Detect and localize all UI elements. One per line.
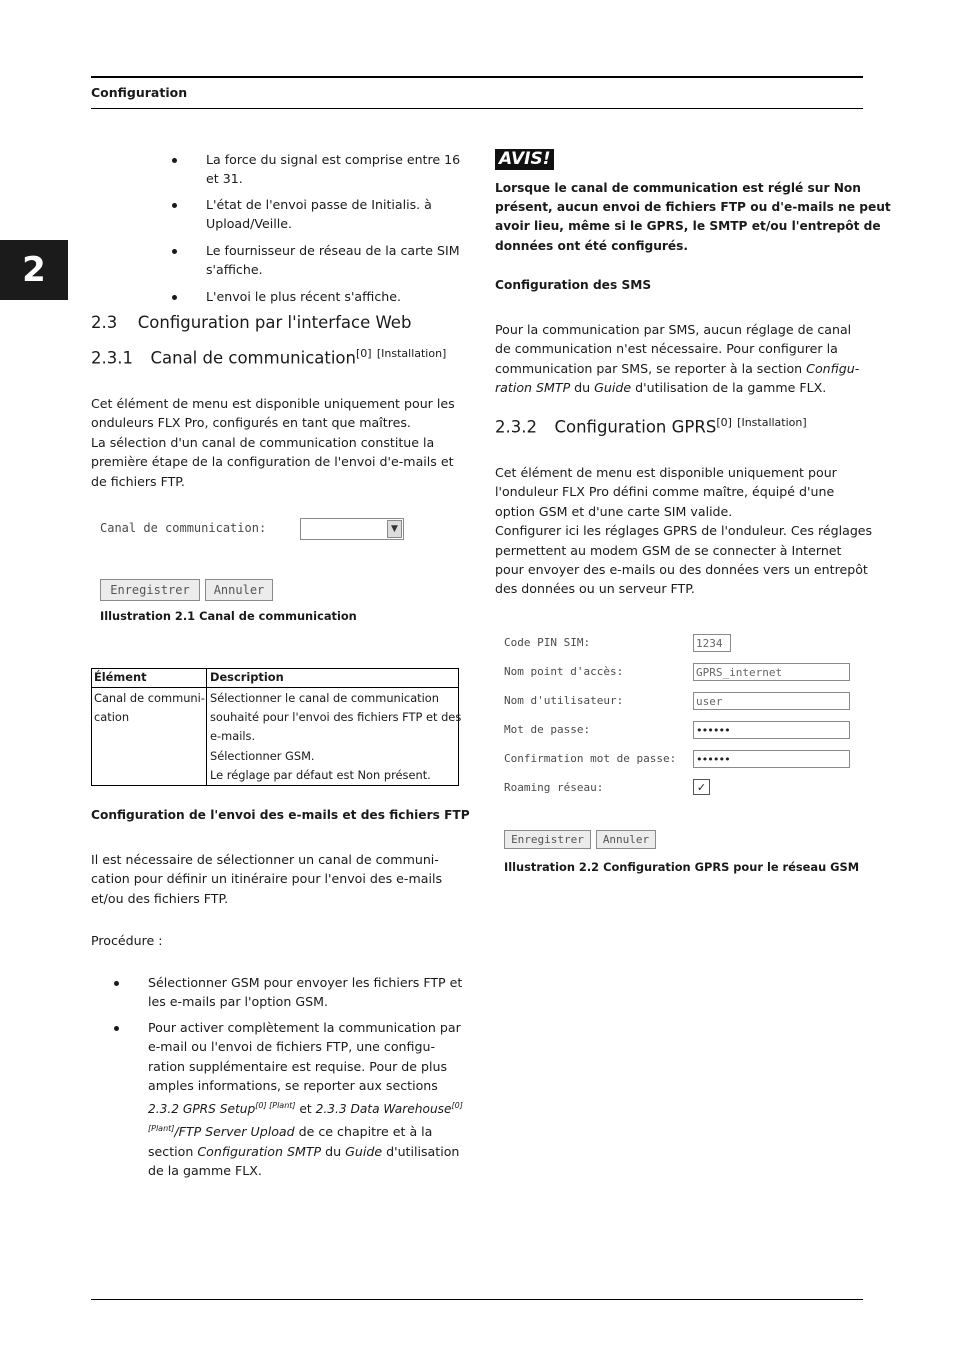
ref-sup: [0]: [255, 1100, 267, 1110]
ref-data-warehouse: 2.3.3 Data Warehouse: [315, 1101, 452, 1116]
running-header-title: Configuration: [91, 85, 188, 100]
roaming-label: Roaming réseau:: [504, 781, 604, 794]
text-line: Cet élément de menu est disponible uniquement pour: [495, 465, 837, 480]
text-line: Sélectionner GSM pour envoyer les fichiers FTP et: [148, 975, 463, 990]
header-divider: [92, 687, 458, 688]
text-line: [148, 1142, 472, 1161]
section-tag: [Installation]: [376, 347, 447, 360]
procedure-list: [112, 973, 472, 1181]
bullet-icon: [114, 1026, 119, 1031]
section-sup: [0]: [356, 347, 372, 360]
save-button[interactable]: Enregistrer: [504, 830, 591, 849]
section-heading-2-3: [91, 313, 411, 332]
chevron-down-icon[interactable]: ▼: [387, 520, 402, 538]
bullet-icon: [172, 158, 177, 163]
notice-text: [495, 179, 891, 256]
text-line: amples informations, se reporter aux sections: [148, 1078, 438, 1094]
text-line: et/ou des fichiers FTP.: [91, 890, 229, 906]
header-bottom-rule: [91, 108, 863, 109]
cell-line: Canal de communi-: [94, 691, 205, 705]
text-span: du: [570, 380, 595, 396]
password-label: Mot de passe:: [504, 723, 591, 736]
parameter-table: [91, 668, 462, 786]
notice-label: AVIS!: [495, 149, 554, 170]
text-line: Pour activer complètement la communication par: [148, 1020, 461, 1035]
ref-sup: [Plant]: [148, 1124, 175, 1134]
text-span: Guide: [594, 380, 632, 396]
text-line: première étape de la configuration de l'envoi d'e-mails et: [91, 454, 454, 470]
figure-caption: Illustration 2.1 Canal de communication: [100, 609, 357, 623]
bullet-text: Le fournisseur de réseau de la carte SIM s'affiche.: [206, 243, 460, 278]
bullet-text: La force du signal est comprise entre 16 et 31.: [206, 152, 461, 187]
section-title: Configuration GPRS: [554, 417, 717, 437]
text-line: e-mail ou l'envoi de fichiers FTP, une configu-: [148, 1039, 435, 1055]
ftp-heading: Configuration de l'envoi des e-mails et des fichiers FTP: [91, 808, 470, 822]
list-item: [170, 287, 465, 307]
text-line: permettent au modem GSM de se connecter à Internet: [495, 542, 842, 558]
text-span: d'utilisation de la gamme FLX.: [631, 380, 827, 396]
figure-caption: Illustration 2.2 Configuration GPRS pour le réseau GSM: [504, 860, 860, 874]
text-line: Pour la communication par SMS, aucun réglage de canal: [495, 322, 852, 337]
text-line: Il est nécessaire de sélectionner un canal de communi-: [91, 852, 439, 867]
gprs-paragraph: [495, 463, 873, 599]
text-span: ration SMTP: [495, 380, 571, 396]
chapter-tab: 2: [0, 240, 68, 300]
password-input[interactable]: ••••••: [693, 721, 850, 739]
checkmark-icon: ✓: [696, 780, 707, 794]
text-line: Configurer ici les réglages GPRS de l'onduleur. Ces réglages: [495, 523, 873, 539]
cell-line: souhaité pour l'envoi des fichiers FTP et des: [210, 710, 462, 725]
text-line: de fichiers FTP.: [91, 473, 185, 489]
password-confirm-input[interactable]: ••••••: [693, 750, 850, 768]
text-line: Cet élément de menu est disponible uniquement pour les: [91, 396, 455, 411]
username-input[interactable]: user: [693, 692, 850, 710]
procedure-label: Procédure :: [91, 933, 163, 948]
bullet-icon: [114, 981, 119, 986]
text-line: de communication n'est nécessaire. Pour configurer la: [495, 341, 838, 357]
text-line: ration supplémentaire est requise. Pour de plus: [148, 1058, 448, 1074]
ref-text: d'utilisation: [382, 1143, 460, 1159]
header-top-rule: [91, 76, 863, 78]
list-item: [112, 973, 472, 1018]
section-title: Configuration par l'interface Web: [137, 313, 412, 332]
footer-rule: [91, 1299, 863, 1300]
table-cell: [94, 689, 205, 727]
cell-line: Sélectionner le canal de communication: [210, 691, 439, 705]
text-line: [495, 378, 867, 397]
text-line: présent, aucun envoi de fichiers FTP ou d'e-mails ne peut: [495, 200, 891, 215]
cell-line: Sélectionner GSM.: [210, 748, 315, 763]
cell-line: Le réglage par défaut est Non présent.: [210, 767, 431, 782]
channel-select[interactable]: [300, 518, 404, 540]
username-label: Nom d'utilisateur:: [504, 694, 624, 707]
pin-label: Code PIN SIM:: [504, 636, 591, 649]
text-line: La sélection d'un canal de communication constitue la: [91, 434, 435, 450]
ref-text: section: [148, 1143, 198, 1159]
list-item: [112, 1018, 472, 1181]
section-number: 2.3.2: [495, 417, 537, 437]
section-sup: [0]: [716, 416, 732, 429]
text-line: avoir lieu, même si le GPRS, le SMTP et/ou l'entrepôt de: [495, 219, 881, 234]
sms-paragraph: [495, 320, 867, 398]
bullet-icon: [172, 203, 177, 208]
ref-gprs-setup: 2.3.2 GPRS Setup: [148, 1101, 256, 1116]
status-bullet-list: [170, 150, 465, 307]
ref-smtp: Configuration SMTP: [197, 1143, 322, 1159]
text-line: [495, 359, 867, 378]
ref-conj: et: [295, 1101, 316, 1116]
section-heading-2-3-1: [91, 347, 446, 368]
ref-sup: [Plant]: [269, 1100, 296, 1110]
section-tag: [Installation]: [737, 416, 807, 429]
table-header: Élément: [94, 670, 147, 684]
ref-guide: Guide: [345, 1143, 383, 1159]
cell-line: cation: [94, 710, 130, 725]
cancel-button[interactable]: Annuler: [205, 579, 273, 601]
bullet-icon: [172, 249, 177, 254]
text-line: option GSM et d'une carte SIM valide.: [495, 503, 733, 519]
cell-line: e-mails.: [210, 729, 256, 744]
intro-paragraph: [91, 394, 466, 491]
section-number: 2.3.1: [91, 348, 133, 368]
bullet-text: L'envoi le plus récent s'affiche.: [206, 289, 401, 304]
list-item: [170, 150, 465, 195]
text-span: communication par SMS, se reporter à la section: [495, 360, 807, 376]
cancel-button[interactable]: Annuler: [596, 830, 656, 849]
list-item: [170, 241, 465, 287]
text-line: cation pour définir un itinéraire pour l'envoi des e-mails: [91, 871, 443, 887]
bullet-icon: [172, 295, 177, 300]
ref-text: de ce chapitre et à la: [294, 1124, 433, 1140]
section-number: 2.3: [91, 313, 118, 332]
text-span: Configu-: [806, 360, 860, 376]
text-line: l'onduleur FLX Pro défini comme maître, équipé d'une: [495, 484, 835, 500]
text-line: les e-mails par l'option GSM.: [148, 994, 328, 1010]
table-cell: [210, 689, 461, 785]
ftp-paragraph: [91, 850, 466, 908]
sms-heading: Configuration des SMS: [495, 278, 652, 292]
ref-text: du: [321, 1143, 346, 1159]
ref-ftp-upload: /FTP Server Upload: [174, 1124, 295, 1140]
apn-label: Nom point d'accès:: [504, 665, 624, 678]
roaming-checkbox[interactable]: [693, 779, 710, 795]
pin-input[interactable]: 1234: [693, 634, 731, 652]
text-line: [148, 1096, 472, 1119]
ref-sup: [0]: [451, 1100, 463, 1110]
text-line: de la gamme FLX.: [148, 1163, 262, 1179]
text-line: Lorsque le canal de communication est réglé sur Non: [495, 181, 861, 195]
text-line: données ont été configurés.: [495, 238, 689, 253]
table-header: Description: [210, 670, 284, 684]
section-heading-2-3-2: [495, 416, 807, 437]
password-confirm-label: Confirmation mot de passe:: [504, 752, 677, 765]
apn-input[interactable]: GPRS_internet: [693, 663, 850, 681]
bullet-text: L'état de l'envoi passe de Initialis. à Upload/Veille.: [206, 197, 432, 232]
list-item: [170, 195, 465, 241]
save-button[interactable]: Enregistrer: [100, 579, 200, 601]
channel-label: Canal de communication:: [100, 521, 267, 535]
text-line: des données ou un serveur FTP.: [495, 581, 695, 597]
notice-badge: [495, 149, 554, 170]
text-line: [148, 1119, 472, 1142]
section-title: Canal de communication: [150, 348, 356, 368]
text-line: onduleurs FLX Pro, configurés en tant que maîtres.: [91, 415, 411, 431]
text-line: pour envoyer des e-mails ou des données vers un entrepôt: [495, 562, 868, 578]
